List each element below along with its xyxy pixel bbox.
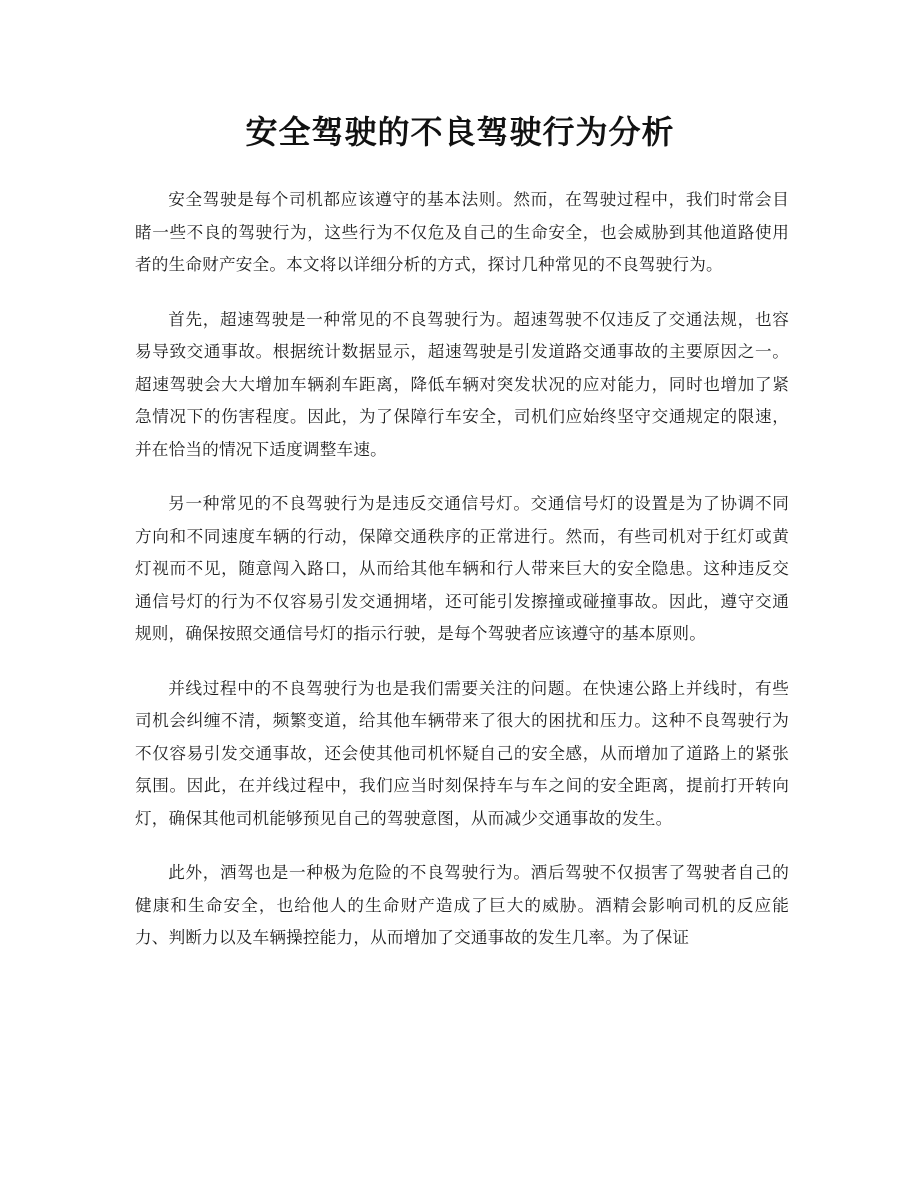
paragraph-intro: 安全驾驶是每个司机都应该遵守的基本法则。然而，在驾驶过程中，我们时常会目睹一些不良的驾驶行为，这些行为不仅危及自己的生命安全，也会威胁到其他道路使用者的生命财产安全。本文将以详细分析的方式，探讨几种常见的不良驾驶行为。 — [135, 190, 789, 274]
document-body — [135, 184, 789, 977]
paragraph-speeding: 首先，超速驾驶是一种常见的不良驾驶行为。超速驾驶不仅违反了交通法规，也容易导致交通事故。根据统计数据显示，超速驾驶是引发道路交通事故的主要原因之一。超速驾驶会大大增加车辆刹车距离，降低车辆对突发状况的应对能力，同时也增加了紧急情况下的伤害程度。因此，为了保障行车安全，司机们应始终坚守交通规定的限速，并在恰当的情况下适度调整车速。 — [135, 309, 789, 459]
paragraph-drunk-driving: 此外，酒驾也是一种极为危险的不良驾驶行为。酒后驾驶不仅损害了驾驶者自己的健康和生命安全，也给他人的生命财产造成了巨大的威胁。酒精会影响司机的反应能力、判断力以及车辆操控能力，从而增加了交通事故的发生几率。为了保证 — [135, 863, 789, 947]
document-title: 安全驾驶的不良驾驶行为分析 — [245, 113, 675, 151]
paragraph-traffic-lights: 另一种常见的不良驾驶行为是违反交通信号灯。交通信号灯的设置是为了协调不同方向和不同速度车辆的行动，保障交通秩序的正常进行。然而，有些司机对于红灯或黄灯视而不见，随意闯入路口，从而给其他车辆和行人带来巨大的安全隐患。这种违反交通信号灯的行为不仅容易引发交通拥堵，还可能引发擦撞或碰撞事故。因此，遵守交通规则，确保按照交通信号灯的指示行驶，是每个驾驶者应该遵守的基本原则。 — [135, 494, 789, 643]
paragraph-lane-merging: 并线过程中的不良驾驶行为也是我们需要关注的问题。在快速公路上并线时，有些司机会纠缠不清，频繁变道，给其他车辆带来了很大的困扰和压力。这种不良驾驶行为不仅容易引发交通事故，还会使其他司机怀疑自己的安全感，从而增加了道路上的紧张氛围。因此，在并线过程中，我们应当时刻保持车与车之间的安全距离，提前打开转向灯，确保其他司机能够预见自己的驾驶意图，从而减少交通事故的发生。 — [135, 678, 789, 828]
